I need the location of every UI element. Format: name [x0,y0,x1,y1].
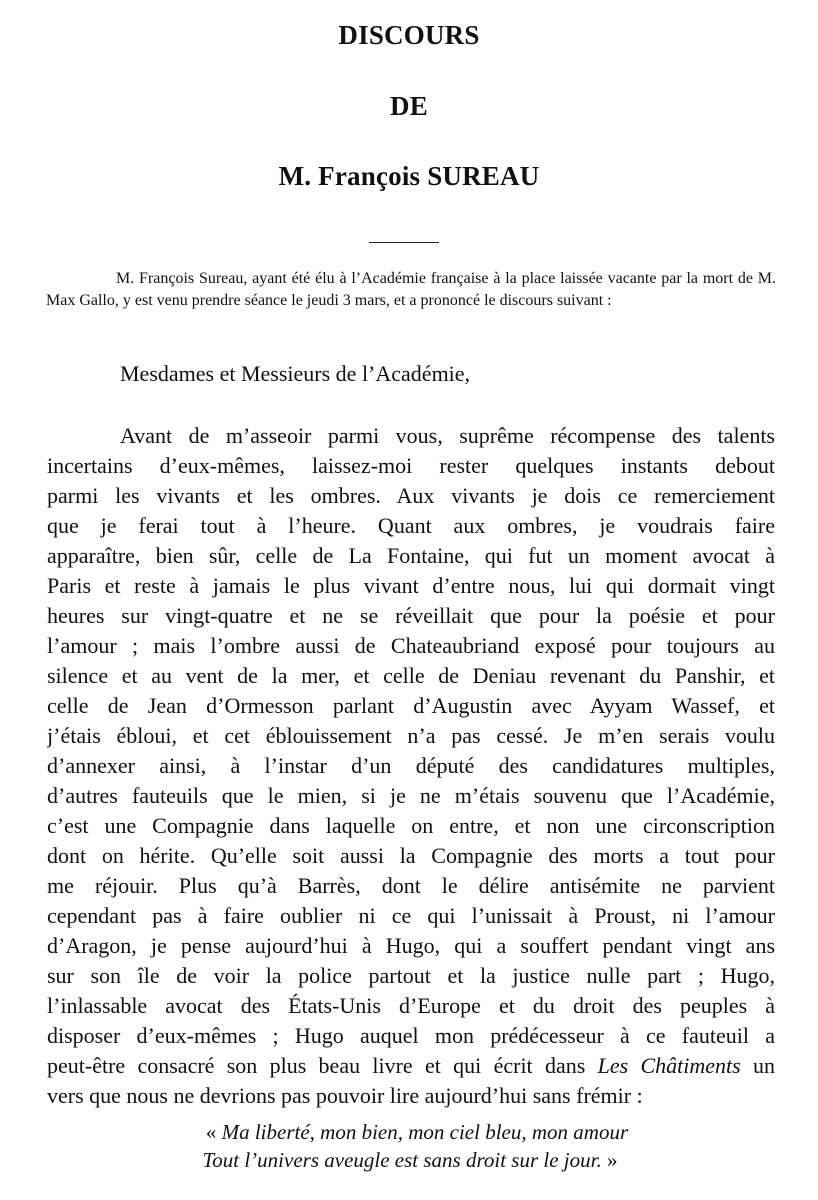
heading-author: M. François SUREAU [278,161,540,191]
body-line: apparaître, bien sûr, celle de La Fontaine, qui fut un moment avocat à [47,543,775,568]
body-line: d’annexer ainsi, à l’instar d’un député des candidatures multiples, [47,753,775,778]
body-line-last: vers que nous ne devrions pas pouvoir lire aujourd’hui sans frémir : [47,1083,643,1108]
open-guillemet: « [205,1120,222,1144]
body-line: que je ferai tout à l’heure. Quant aux ombres, je voudrais faire [47,513,775,538]
body-line: disposer d’eux-mêmes ; Hugo auquel mon prédécesseur à ce fauteuil a [47,1023,775,1048]
salutation: Mesdames et Messieurs de l’Académie, [120,361,471,386]
body-line: l’amour ; mais l’ombre aussi de Chateaubriand exposé pour toujours au [47,633,775,658]
speech-body [47,421,775,1111]
body-line-with-title [47,1051,775,1081]
body-line: d’autres fauteuils que le mien, si je ne m’étais souvenu que l’Académie, [47,783,775,808]
body-line: dont on hérite. Qu’elle soit aussi la Compagnie des morts a tout pour [47,843,775,868]
body-line: me réjouir. Plus qu’à Barrès, dont le délire antisémite ne parvient [47,873,775,898]
line-text-before: peut-être consacré son plus beau livre et qui écrit dans [47,1053,598,1078]
body-line: cependant pas à faire oublier ni ce qui l’unissait à Proust, ni l’amour [47,903,775,928]
body-line: Paris et reste à jamais le plus vivant d’entre nous, lui qui dormait vingt [47,573,775,598]
line-text-after: un [740,1053,775,1078]
body-line: sur son île de voir la police partout et la justice nulle part ; Hugo, [47,963,775,988]
book-title: Les Châtiments [597,1053,741,1078]
heading-de: DE [390,91,428,121]
verse-line-2 [0,1146,818,1174]
body-line: d’Aragon, je pense aujourd’hui à Hugo, qui a souffert pendant vingt ans [47,933,775,958]
body-line: incertains d’eux-mêmes, laissez-moi rester quelques instants debout [47,453,775,478]
verse-text-1: Ma liberté, mon bien, mon ciel bleu, mon amour [221,1120,629,1144]
body-line: parmi les vivants et les ombres. Aux vivants je dois ce remerciement [47,483,775,508]
body-line: silence et au vent de la mer, et celle de Deniau revenant du Panshir, et [47,663,775,688]
verse-quote [0,1118,818,1174]
intro-paragraph: M. François Sureau, ayant été élu à l’Académie française à la place laissée vacante par la mort de M. Max Gallo, y est venu prendre séance le jeudi 3 mars, et a prononcé le discours suivant : [46,270,776,309]
body-line: c’est une Compagnie dans laquelle on entre, et non une circonscription [47,813,775,838]
body-line: heures sur vingt-quatre et ne se réveillait que pour la poésie et pour [47,603,775,628]
verse-line-1 [0,1118,818,1146]
verse-text-2: Tout l’univers aveugle est sans droit sur le jour. [202,1148,602,1172]
body-line: celle de Jean d’Ormesson parlant d’Augustin avec Ayyam Wassef, et [47,693,775,718]
body-line: Avant de m’asseoir parmi vous, suprême récompense des talents [120,423,775,448]
separator-rule [369,242,439,243]
close-guillemet: » [601,1148,618,1172]
body-line: l’inlassable avocat des États-Unis d’Europe et du droit des peuples à [47,993,775,1018]
body-line: j’étais ébloui, et cet éblouissement n’a pas cessé. Je m’en serais voulu [47,723,775,748]
heading-discours: DISCOURS [338,20,480,50]
